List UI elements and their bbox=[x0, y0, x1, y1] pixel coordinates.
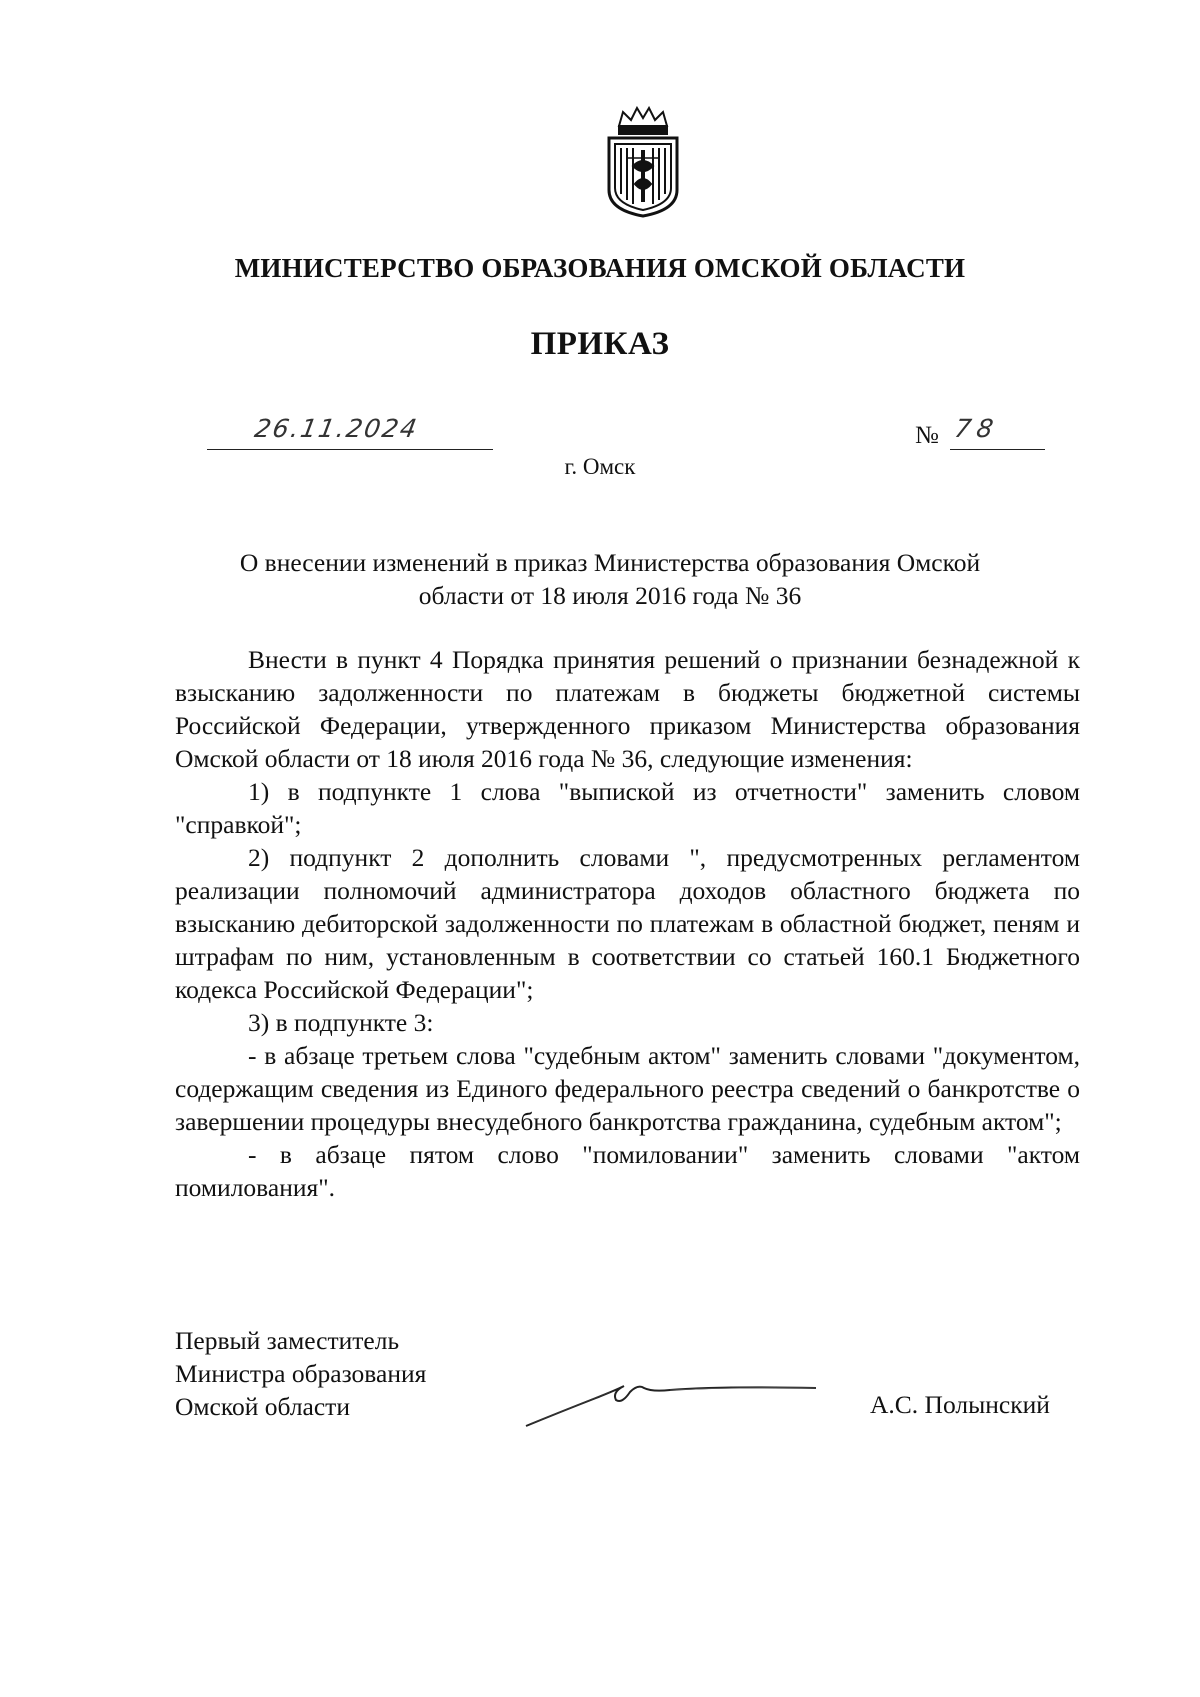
body-paragraph: 2) подпункт 2 дополнить словами ", предусмотренных регламентом реализации полномочий администратора доходов областного бюджета по взысканию дебиторской задолженности по платежам в областной бюджет, пеням и штрафам по ним, установленным в соответствии со статьей 160.1 Бюджетного кодекса Российской Федерации"; bbox=[175, 843, 1080, 1004]
subject-line: О внесении изменений в приказ Министерства образования Омской bbox=[239, 548, 981, 577]
order-body bbox=[175, 643, 1080, 1204]
number-label: № bbox=[915, 422, 939, 449]
body-paragraph: 3) в подпункте 3: bbox=[248, 1008, 434, 1037]
order-number: 78 bbox=[952, 414, 1002, 443]
signer-name: А.С. Полынский bbox=[870, 1390, 1050, 1419]
body-paragraph: Внести в пункт 4 Порядка принятия решений о признании безнадежной к взысканию задолженности по платежам в бюджеты бюджетной системы Российской Федерации, утвержденного приказом Министерства образования Омской области от 18 июля 2016 года № 36, следующие изменения: bbox=[175, 645, 1080, 773]
order-subject bbox=[170, 546, 1050, 612]
body-paragraph: 1) в подпункте 1 слова "выпиской из отчетности" заменить словом "справкой"; bbox=[175, 777, 1080, 839]
order-date: 26.11.2024 bbox=[252, 414, 421, 443]
handwritten-signature bbox=[520, 1362, 820, 1442]
position-line: Первый заместитель bbox=[175, 1326, 400, 1355]
document-type-title: ПРИКАЗ bbox=[530, 326, 670, 362]
date-underline bbox=[207, 449, 493, 450]
position-line: Министра образования bbox=[175, 1359, 427, 1388]
coat-of-arms-icon bbox=[597, 106, 689, 218]
signatory-position bbox=[175, 1324, 426, 1423]
position-line: Омской области bbox=[175, 1392, 350, 1421]
body-paragraph: - в абзаце третьем слова "судебным актом" заменить словами "документом, содержащим сведения из Единого федерального реестра сведений о банкротстве о завершении процедуры внесудебного банкротства гражданина, судебным актом"; bbox=[175, 1041, 1080, 1136]
number-underline bbox=[950, 449, 1045, 450]
ministry-name: МИНИСТЕРСТВО ОБРАЗОВАНИЯ ОМСКОЙ ОБЛАСТИ bbox=[234, 253, 966, 283]
city: г. Омск bbox=[564, 454, 636, 479]
subject-line: области от 18 июля 2016 года № 36 bbox=[418, 581, 802, 610]
body-paragraph: - в абзаце пятом слово "помиловании" заменить словами "актом помилования". bbox=[175, 1140, 1080, 1202]
